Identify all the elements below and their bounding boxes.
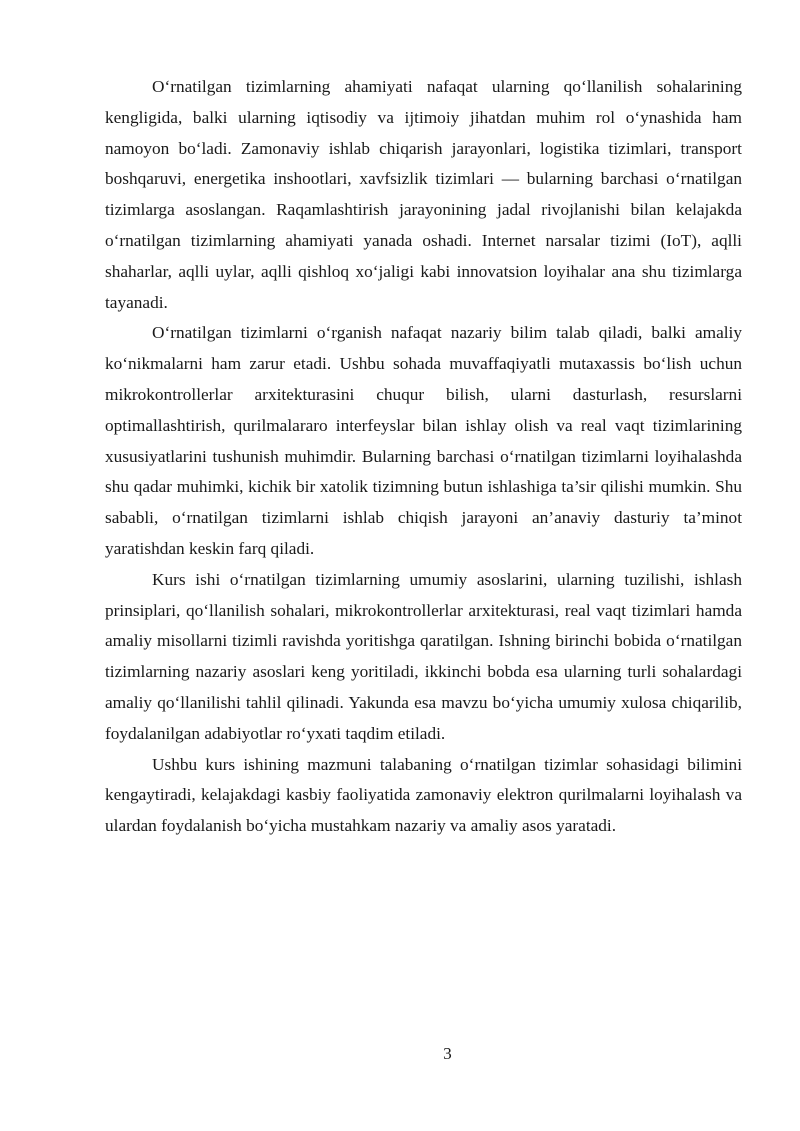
page-number: 3 [443,1044,452,1063]
document-body [105,72,742,842]
paragraph-2: O‘rnatilgan tizimlarni o‘rganish nafaqat nazariy bilim talab qiladi, balki amaliy ko‘nikmalarni ham zarur etadi. Ushbu sohada muvaffaqiyatli mutaxassis bo‘lish uchun mikrokontrollerlar arxitekturasini chuqur bilish, ularni dasturlash, resurslarni optimallashtirish, qurilmalararo interfeyslar bilan ishlay olish va real vaqt tizimlarining xususiyatlarini tushunish muhimdir. Bularning barchasi o‘rnatilgan tizimlarni loyihalashda shu qadar muhimki, kichik bir xatolik tizimning butun ishlashiga ta’sir qilishi mumkin. Shu sababli, o‘rnatilgan tizimlarni ishlab chiqish jarayoni an’anaviy dasturiy ta’minot yaratishdan keskin farq qiladi. [105,323,742,558]
paragraph-3: Kurs ishi o‘rnatilgan tizimlarning umumiy asoslarini, ularning tuzilishi, ishlash prinsiplari, qo‘llanilish sohalari, mikrokontrollerlar arxitekturasi, real vaqt tizimlari hamda amaliy misollarni tizimli ravishda yoritishga qaratilgan. Ishning birinchi bobida o‘rnatilgan tizimlarning nazariy asoslari keng yoritiladi, ikkinchi bobda esa ularning turli sohalardagi amaliy qo‘llanilishi tahlil qilinadi. Yakunda esa mavzu bo‘yicha umumiy xulosa chiqarilib, foydalanilgan adabiyotlar ro‘yxati taqdim etiladi. [105,569,742,743]
paragraph-1: O‘rnatilgan tizimlarning ahamiyati nafaqat ularning qo‘llanilish sohalarining kengligida, balki ularning iqtisodiy va ijtimoiy jihatdan muhim rol o‘ynashida ham namoyon bo‘ladi. Zamonaviy ishlab chiqarish jarayonlari, logistika tizimlari, transport boshqaruvi, energetika inshootlari, xavfsizlik tizimlari — bularning barchasi o‘rnatilgan tizimlarga asoslangan. Raqamlashtirish jarayonining jadal rivojlanishi bilan kelajakda o‘rnatilgan tizimlarning ahamiyati yanada oshadi. Internet narsalar tizimi (IoT), aqlli shaharlar, aqlli uylar, aqlli qishloq xo‘jaligi kabi innovatsion loyihalar ana shu tizimlarga tayanadi. [105,77,742,312]
paragraph-4: Ushbu kurs ishining mazmuni talabaning o‘rnatilgan tizimlar sohasidagi bilimini kengaytiradi, kelajakdagi kasbiy faoliyatida zamonaviy elektron qurilmalarni loyihalash va ulardan foydalanish bo‘yicha mustahkam nazariy va amaliy asos yaratadi. [105,754,742,836]
